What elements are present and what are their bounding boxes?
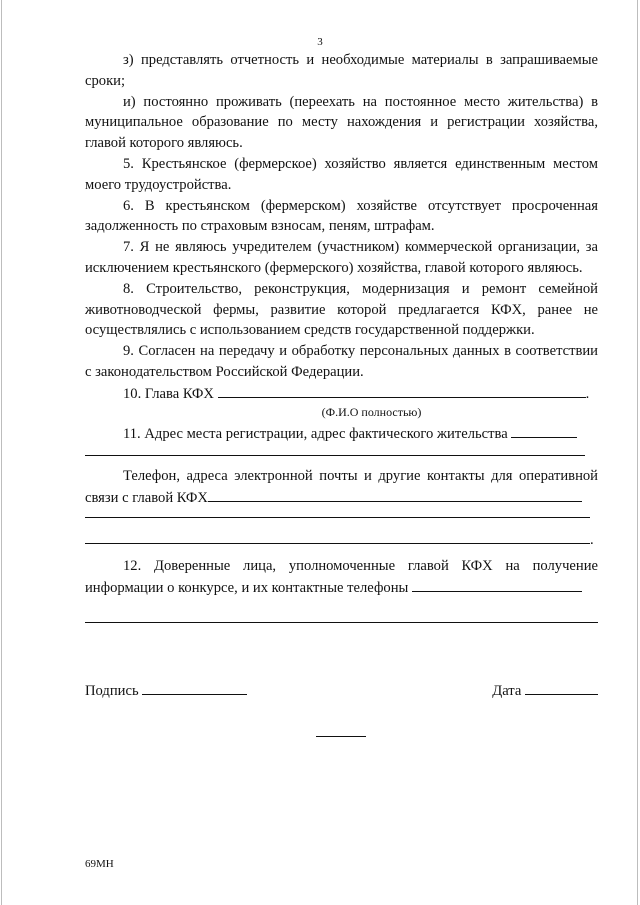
- page-number: 3: [317, 36, 323, 48]
- address-field-start[interactable]: [511, 423, 577, 438]
- phone-contacts: [85, 466, 598, 509]
- address-field-line[interactable]: [85, 454, 585, 456]
- head-name-field[interactable]: [218, 383, 586, 398]
- signature-block: [85, 680, 247, 700]
- end-separator: [316, 736, 366, 737]
- trusted-persons-field-start[interactable]: [412, 577, 582, 592]
- item-10-end: .: [585, 385, 590, 402]
- contacts-field-end: .: [590, 531, 594, 548]
- date-label: Дата: [492, 683, 522, 699]
- item-5: 5. Крестьянское (фермерское) хозяйство является единственным местом моего трудоустройства.: [85, 155, 598, 193]
- item-10-label: 10. Глава КФХ: [123, 385, 214, 402]
- signature-field[interactable]: [142, 680, 247, 695]
- item-12: [85, 556, 598, 599]
- date-block: [492, 680, 598, 700]
- item-11-label: 11. Адрес места регистрации, адрес фактического жительства: [123, 425, 508, 442]
- phone-contacts-label: Телефон, адреса электронной почты и другие контакты для оперативной связи с главой КФХ: [85, 468, 598, 507]
- item-11: [85, 423, 598, 445]
- signature-row: [85, 680, 598, 700]
- item-12-label: 12. Доверенные лица, уполномоченные главой КФХ на получение информации о конкурсе, и их контактные телефоны: [85, 557, 598, 596]
- trusted-persons-field-line[interactable]: [85, 621, 598, 623]
- contacts-field-line-2-row: [85, 531, 598, 548]
- item-10: [85, 383, 598, 405]
- document-body: [85, 50, 598, 623]
- item-9: 9. Согласен на передачу и обработку персональных данных в соответствии с законодательством Российской Федерации.: [85, 343, 598, 380]
- date-field[interactable]: [525, 680, 598, 695]
- item-8: 8. Строительство, реконструкция, модернизация и ремонт семейной животноводческой фермы, развитие которой предлагается КФХ, ранее не осуществлялись с использованием средств государственной поддержки.: [85, 280, 598, 339]
- contacts-field-line-2[interactable]: [85, 542, 590, 544]
- item-6: 6. В крестьянском (фермерском) хозяйстве отсутствует просроченная задолженность по страховым взносам, пеням, штрафам.: [85, 197, 598, 235]
- item-i: и) постоянно проживать (переехать на постоянное место жительства) в муниципальное образование по месту нахождения и регистрации хозяйства, главой которого являюсь.: [85, 93, 598, 152]
- scan-edge-left: [1, 0, 2, 905]
- item-z: з) представлять отчетность и необходимые материалы в запрашиваемые сроки;: [85, 52, 598, 89]
- footer-code: 69МН: [85, 858, 114, 870]
- contacts-field-start[interactable]: [208, 487, 582, 502]
- signature-label: Подпись: [85, 683, 139, 699]
- scan-edge-right: [637, 0, 638, 905]
- item-7: 7. Я не являюсь учредителем (участником) коммерческой организации, за исключением крестьянского (фермерского) хозяйства, главой которого являюсь.: [85, 239, 598, 276]
- contacts-field-line-1[interactable]: [85, 516, 590, 518]
- head-name-caption: (Ф.И.О полностью): [321, 404, 422, 419]
